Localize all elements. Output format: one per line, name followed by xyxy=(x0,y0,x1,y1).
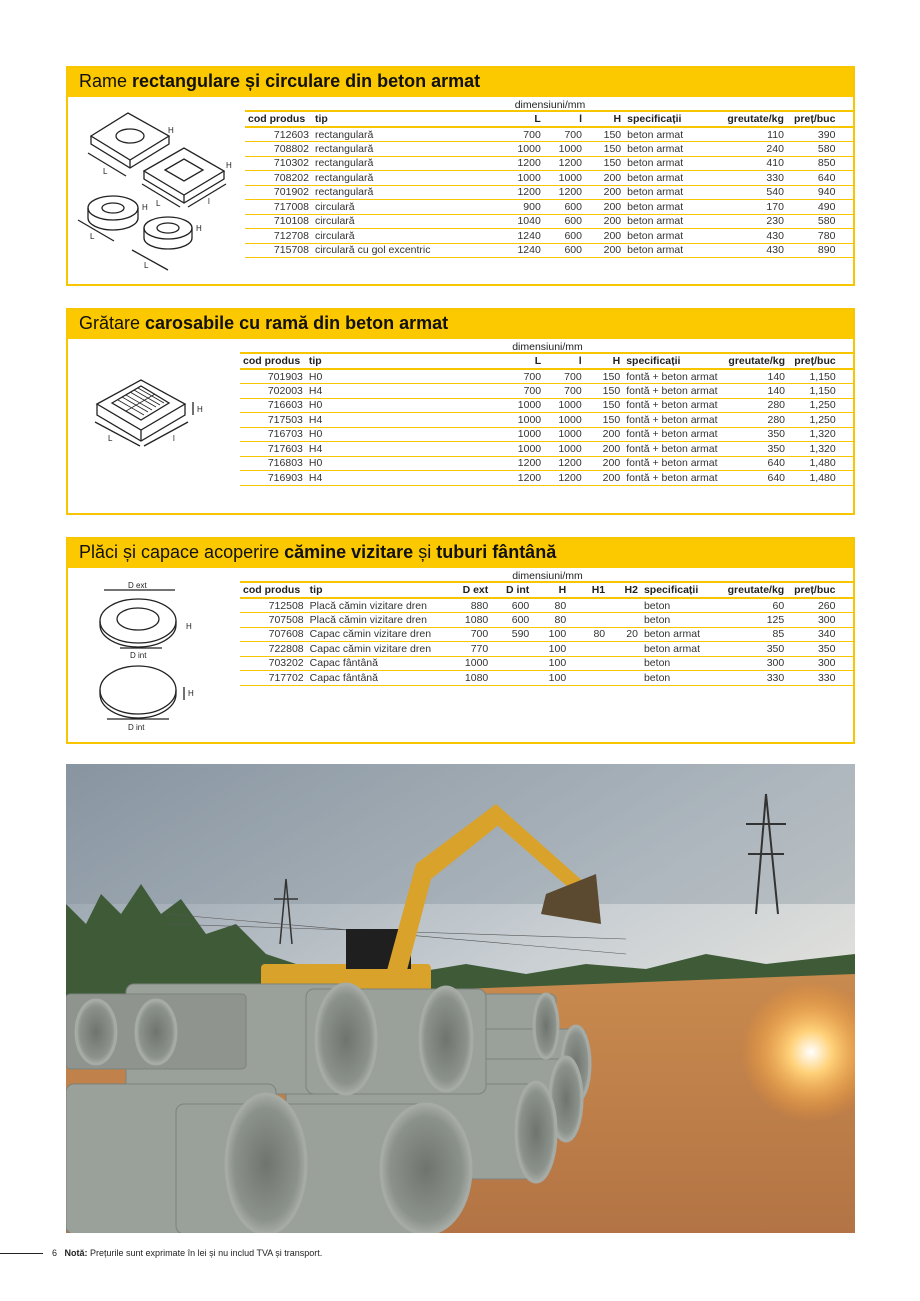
table-cell: H4 xyxy=(306,442,504,457)
table-cell: 600 xyxy=(544,243,585,258)
table-row xyxy=(240,427,855,442)
table-cell: 1000 xyxy=(544,398,585,413)
svg-text:H: H xyxy=(226,161,232,170)
footer-note xyxy=(52,1248,322,1258)
table-cell: 125 xyxy=(723,613,787,628)
svg-text:D ext: D ext xyxy=(128,581,147,590)
table-cell: 1,320 xyxy=(788,427,839,442)
table-row xyxy=(245,185,855,200)
table-cell: 300 xyxy=(723,656,787,671)
table-cell: circulară xyxy=(312,214,503,229)
table-cell: 900 xyxy=(503,200,544,215)
table-row xyxy=(240,384,855,399)
table-cell: beton armat xyxy=(624,200,706,215)
table-cell: Capac cămin vizitare dren xyxy=(307,627,451,642)
table-cell: 600 xyxy=(544,200,585,215)
gratare-table: dimensiuni/mm cod produs tip L l H specificații greutate/kg preț/buc 701903 H0 700 700 150 fontă + beton armat 140 1,150 702003 H4 700 700 150 fontă + beton armat 140 1,150 716603 H0 1000 1000 150 fontă + beton armat 280 1,250 717503 H4 1000 1000 150 fontă + beton armat 280 1,250 716703 H0 1000 1000 200 fontă + beton armat 350 1,320 717603 H4 1000 1000 200 fontă + beton armat 350 1,320 716803 H0 1200 1200 200 fontă + beton armat 640 1,480 716903 H4 1200 1200 200 fontă + beton armat 640 1,480 xyxy=(240,340,855,486)
table-cell: 330 xyxy=(723,671,787,686)
table-cell: H0 xyxy=(306,456,504,471)
table-cell: 1,480 xyxy=(788,471,839,486)
table-cell: 1000 xyxy=(544,171,585,186)
table-cell: 100 xyxy=(532,642,569,657)
table-cell: 150 xyxy=(585,384,624,399)
table-cell: 350 xyxy=(787,642,838,657)
construction-site-photo xyxy=(66,764,855,1233)
table-cell: H4 xyxy=(306,384,504,399)
svg-text:D int: D int xyxy=(128,723,145,732)
table-cell: fontă + beton armat xyxy=(623,471,724,486)
placi-illustration xyxy=(68,569,238,744)
table-cell: 715708 xyxy=(245,243,312,258)
page-number: 6 xyxy=(52,1248,58,1258)
svg-text:L: L xyxy=(103,167,108,176)
table-cell: Capac fântână xyxy=(307,656,451,671)
table-cell: beton xyxy=(641,656,723,671)
table-cell: beton xyxy=(641,671,723,686)
table-cell: beton armat xyxy=(641,642,723,657)
table-cell xyxy=(608,642,641,657)
table-cell: 712603 xyxy=(245,127,312,142)
table-cell: Capac cămin vizitare dren xyxy=(307,642,451,657)
table-cell: 150 xyxy=(585,127,624,142)
table-cell: Placă cămin vizitare dren xyxy=(307,613,451,628)
table-cell: beton armat xyxy=(624,127,706,142)
table-cell: 100 xyxy=(532,656,569,671)
table-cell: 1000 xyxy=(544,442,585,457)
table-cell: rectangulară xyxy=(312,185,503,200)
table-cell: 340 xyxy=(787,627,838,642)
table-cell: 1040 xyxy=(503,214,544,229)
note-text: Prețurile sunt exprimate în lei și nu includ TVA și transport. xyxy=(87,1248,323,1258)
table-cell: 1000 xyxy=(504,398,545,413)
table-cell: 1,250 xyxy=(788,413,839,428)
table-cell: 1000 xyxy=(503,142,544,157)
table-cell xyxy=(569,671,608,686)
note-label: Notă: xyxy=(64,1248,88,1258)
table-cell: 1200 xyxy=(504,471,545,486)
table-cell: 390 xyxy=(787,127,839,142)
table-cell xyxy=(608,598,641,613)
dimensions-label: dimensiuni/mm xyxy=(240,340,855,354)
table-cell: 200 xyxy=(585,456,624,471)
table-cell: 80 xyxy=(532,613,569,628)
table-cell: 1000 xyxy=(544,427,585,442)
table-cell: 1080 xyxy=(450,613,491,628)
table-cell: 780 xyxy=(787,229,839,244)
table-cell: 700 xyxy=(504,369,545,384)
table-cell: H4 xyxy=(306,413,504,428)
table-cell: 1,320 xyxy=(788,442,839,457)
table-cell: fontă + beton armat xyxy=(623,413,724,428)
table-cell: 20 xyxy=(608,627,641,642)
table-cell: 600 xyxy=(491,598,532,613)
table-cell: 700 xyxy=(504,384,545,399)
table-cell: 710108 xyxy=(245,214,312,229)
table-cell xyxy=(491,642,532,657)
table-cell: 100 xyxy=(532,671,569,686)
table-row xyxy=(245,142,855,157)
svg-text:H: H xyxy=(168,126,174,135)
table-row xyxy=(240,656,855,671)
table-cell: 717503 xyxy=(240,413,306,428)
table-cell: 707608 xyxy=(240,627,307,642)
section-placi-capace xyxy=(66,537,855,744)
table-cell: 640 xyxy=(725,471,788,486)
table-cell: 707508 xyxy=(240,613,307,628)
table-cell xyxy=(569,642,608,657)
svg-text:L: L xyxy=(90,232,95,241)
table-cell: beton armat xyxy=(624,214,706,229)
table-cell: 708202 xyxy=(245,171,312,186)
table-cell: Placă cămin vizitare dren xyxy=(307,598,451,613)
table-cell: 1,150 xyxy=(788,384,839,399)
table-cell: 410 xyxy=(707,156,787,171)
table-cell: 890 xyxy=(787,243,839,258)
table-cell: 150 xyxy=(585,156,624,171)
table-cell: fontă + beton armat xyxy=(623,384,724,399)
table-cell: 1200 xyxy=(544,156,585,171)
svg-text:H: H xyxy=(196,224,202,233)
table-row xyxy=(240,413,855,428)
table-cell: 712508 xyxy=(240,598,307,613)
table-row xyxy=(245,200,855,215)
table-cell: 350 xyxy=(725,427,788,442)
table-cell: 200 xyxy=(585,200,624,215)
svg-text:l: l xyxy=(208,197,210,206)
table-row xyxy=(240,671,855,686)
table-cell: rectangulară xyxy=(312,156,503,171)
table-cell xyxy=(491,656,532,671)
table-cell: 80 xyxy=(532,598,569,613)
table-cell: 150 xyxy=(585,398,624,413)
table-cell: 716703 xyxy=(240,427,306,442)
table-cell: circulară cu gol excentric xyxy=(312,243,503,258)
table-cell: 580 xyxy=(787,214,839,229)
table-row xyxy=(245,243,855,258)
table-cell: 80 xyxy=(569,627,608,642)
table-cell: 150 xyxy=(585,142,624,157)
table-cell: 1000 xyxy=(503,171,544,186)
table-cell: 716903 xyxy=(240,471,306,486)
table-cell: 1000 xyxy=(544,142,585,157)
table-cell: 280 xyxy=(725,398,788,413)
table-cell: 717603 xyxy=(240,442,306,457)
table-cell: beton armat xyxy=(624,142,706,157)
table-cell: 640 xyxy=(725,456,788,471)
dimensions-label: dimensiuni/mm xyxy=(240,569,855,583)
table-cell: 1200 xyxy=(503,185,544,200)
table-cell: 330 xyxy=(707,171,787,186)
table-cell: beton armat xyxy=(624,171,706,186)
table-cell: 600 xyxy=(544,229,585,244)
table-cell: 700 xyxy=(544,369,585,384)
table-cell: 110 xyxy=(707,127,787,142)
rame-table: dimensiuni/mm cod produs tip L l H specificații greutate/kg preț/buc 712603 rectangulară 700 700 150 beton armat 110 390 708802 rectangulară 1000 1000 150 beton armat 240 580 710302 rectangulară 1200 1200 150 beton armat 410 850 708202 rectangulară 1000 1000 200 beton armat 330 640 701902 rectangulară 1200 1200 200 beton armat 540 940 717008 circulară 900 600 200 beton armat 170 490 710108 circulară 1040 600 200 beton armat 230 580 712708 circulară 1240 600 200 beton armat 430 780 715708 circulară cu gol excentric 1240 600 200 beton armat 430 890 xyxy=(245,98,855,258)
rame-illustration xyxy=(68,98,238,283)
table-cell: 716803 xyxy=(240,456,306,471)
table-cell: H0 xyxy=(306,398,504,413)
table-cell: 85 xyxy=(723,627,787,642)
table-cell: beton armat xyxy=(624,156,706,171)
table-cell: 1200 xyxy=(503,156,544,171)
table-row xyxy=(245,156,855,171)
table-cell: 701902 xyxy=(245,185,312,200)
table-cell xyxy=(608,656,641,671)
table-cell: rectangulară xyxy=(312,142,503,157)
table-cell: 710302 xyxy=(245,156,312,171)
table-row xyxy=(245,214,855,229)
table-cell: fontă + beton armat xyxy=(623,398,724,413)
table-cell xyxy=(569,613,608,628)
table-cell: 1200 xyxy=(544,185,585,200)
table-cell: 430 xyxy=(707,243,787,258)
table-cell: 1200 xyxy=(544,456,585,471)
table-cell: circulară xyxy=(312,200,503,215)
table-cell: 600 xyxy=(544,214,585,229)
table-row xyxy=(240,398,855,413)
table-row xyxy=(245,127,855,142)
table-cell: 722808 xyxy=(240,642,307,657)
table-cell: 200 xyxy=(585,229,624,244)
table-cell: 700 xyxy=(544,384,585,399)
table-cell: rectangulară xyxy=(312,171,503,186)
svg-text:H: H xyxy=(142,203,148,212)
table-cell xyxy=(608,613,641,628)
table-cell: 170 xyxy=(707,200,787,215)
table-cell: 702003 xyxy=(240,384,306,399)
table-cell: 1080 xyxy=(450,671,491,686)
table-cell: H4 xyxy=(306,471,504,486)
table-cell: beton xyxy=(641,613,723,628)
table-cell: 1,250 xyxy=(788,398,839,413)
table-cell: beton armat xyxy=(641,627,723,642)
table-cell: 590 xyxy=(491,627,532,642)
table-cell: 200 xyxy=(585,214,624,229)
table-cell: 60 xyxy=(723,598,787,613)
svg-text:L: L xyxy=(144,261,149,270)
table-cell: 1000 xyxy=(504,427,545,442)
table-cell: 850 xyxy=(787,156,839,171)
table-cell: 430 xyxy=(707,229,787,244)
footer-rule xyxy=(0,1253,43,1254)
table-cell xyxy=(569,598,608,613)
table-cell: 717008 xyxy=(245,200,312,215)
svg-text:L: L xyxy=(108,434,113,443)
table-cell: 140 xyxy=(725,369,788,384)
table-cell: 300 xyxy=(787,656,838,671)
table-cell: 200 xyxy=(585,427,624,442)
table-cell: 712708 xyxy=(245,229,312,244)
table-cell: beton armat xyxy=(624,243,706,258)
table-row xyxy=(245,171,855,186)
table-cell: 1000 xyxy=(450,656,491,671)
table-cell: 600 xyxy=(491,613,532,628)
table-cell: rectangulară xyxy=(312,127,503,142)
table-cell: fontă + beton armat xyxy=(623,369,724,384)
table-cell: 717702 xyxy=(240,671,307,686)
table-cell: 150 xyxy=(585,413,624,428)
svg-text:H: H xyxy=(188,689,194,698)
table-row xyxy=(240,369,855,384)
section-title: Plăci și capace acoperire cămine vizitare și tuburi fântână xyxy=(68,539,853,568)
table-cell: 300 xyxy=(787,613,838,628)
table-cell: 260 xyxy=(787,598,838,613)
table-cell: 700 xyxy=(503,127,544,142)
table-row xyxy=(240,471,855,486)
gratar-illustration xyxy=(68,340,238,515)
table-row xyxy=(240,642,855,657)
table-cell: 703202 xyxy=(240,656,307,671)
table-cell: 770 xyxy=(450,642,491,657)
table-cell: 200 xyxy=(585,243,624,258)
table-cell: 700 xyxy=(544,127,585,142)
table-cell: beton armat xyxy=(624,185,706,200)
svg-text:l: l xyxy=(173,434,175,443)
table-cell: fontă + beton armat xyxy=(623,442,724,457)
table-cell xyxy=(491,671,532,686)
table-cell: 1000 xyxy=(504,413,545,428)
table-cell: 580 xyxy=(787,142,839,157)
table-cell: 240 xyxy=(707,142,787,157)
table-cell: 1240 xyxy=(503,229,544,244)
section-gratare xyxy=(66,308,855,515)
svg-text:H: H xyxy=(197,405,203,414)
table-cell: 1,480 xyxy=(788,456,839,471)
table-cell: 880 xyxy=(450,598,491,613)
section-title: Grătare carosabile cu ramă din beton armat xyxy=(68,310,853,339)
table-cell: 940 xyxy=(787,185,839,200)
table-cell: 280 xyxy=(725,413,788,428)
table-cell: 200 xyxy=(585,185,624,200)
table-cell: 200 xyxy=(585,442,624,457)
table-cell: beton armat xyxy=(624,229,706,244)
table-cell: 1200 xyxy=(504,456,545,471)
table-cell: 708802 xyxy=(245,142,312,157)
table-cell: 200 xyxy=(585,471,624,486)
dimensions-label: dimensiuni/mm xyxy=(245,98,855,112)
table-cell: 1000 xyxy=(544,413,585,428)
table-cell: 150 xyxy=(585,369,624,384)
table-cell: fontă + beton armat xyxy=(623,456,724,471)
table-row xyxy=(240,456,855,471)
table-cell: 700 xyxy=(450,627,491,642)
section-title: Rame rectangulare și circulare din beton armat xyxy=(68,68,853,97)
svg-text:D int: D int xyxy=(130,651,147,660)
svg-text:H: H xyxy=(186,622,192,631)
table-cell: 1240 xyxy=(503,243,544,258)
table-cell: 350 xyxy=(723,642,787,657)
table-cell: 200 xyxy=(585,171,624,186)
table-row xyxy=(240,627,855,642)
table-cell: beton xyxy=(641,598,723,613)
table-cell: Capac fântână xyxy=(307,671,451,686)
svg-text:L: L xyxy=(156,199,161,208)
table-cell: 230 xyxy=(707,214,787,229)
table-cell: 1200 xyxy=(544,471,585,486)
table-cell: 540 xyxy=(707,185,787,200)
placi-table: dimensiuni/mm cod produs tip D ext D int H H1 H2 specificații greutate/kg preț/buc 712508 Placă cămin vizitare dren 880 600 80 beton 60 260 707508 Placă cămin vizitare dren 1080 600 80 beton 125 300 707608 Capac cămin vizitare dren 700 590 100 80 20 beton armat 85 340 722808 Capac cămin vizitare dren 770 100 beton armat 350 350 703202 Capac fântână 1000 100 beton 300 300 717702 Capac fântână 1080 100 beton 330 330 xyxy=(240,569,855,686)
table-cell: 716603 xyxy=(240,398,306,413)
table-cell: 1,150 xyxy=(788,369,839,384)
table-cell: 1000 xyxy=(504,442,545,457)
table-cell: 100 xyxy=(532,627,569,642)
table-cell: 701903 xyxy=(240,369,306,384)
table-cell: fontă + beton armat xyxy=(623,427,724,442)
table-cell: circulară xyxy=(312,229,503,244)
table-cell: H0 xyxy=(306,427,504,442)
table-cell: 140 xyxy=(725,384,788,399)
table-row xyxy=(240,613,855,628)
table-cell: 640 xyxy=(787,171,839,186)
table-cell xyxy=(608,671,641,686)
table-cell: 490 xyxy=(787,200,839,215)
table-cell xyxy=(569,656,608,671)
table-cell: H0 xyxy=(306,369,504,384)
table-row xyxy=(240,598,855,613)
section-rame xyxy=(66,66,855,286)
table-cell: 350 xyxy=(725,442,788,457)
table-cell: 330 xyxy=(787,671,838,686)
table-row xyxy=(240,442,855,457)
table-row xyxy=(245,229,855,244)
